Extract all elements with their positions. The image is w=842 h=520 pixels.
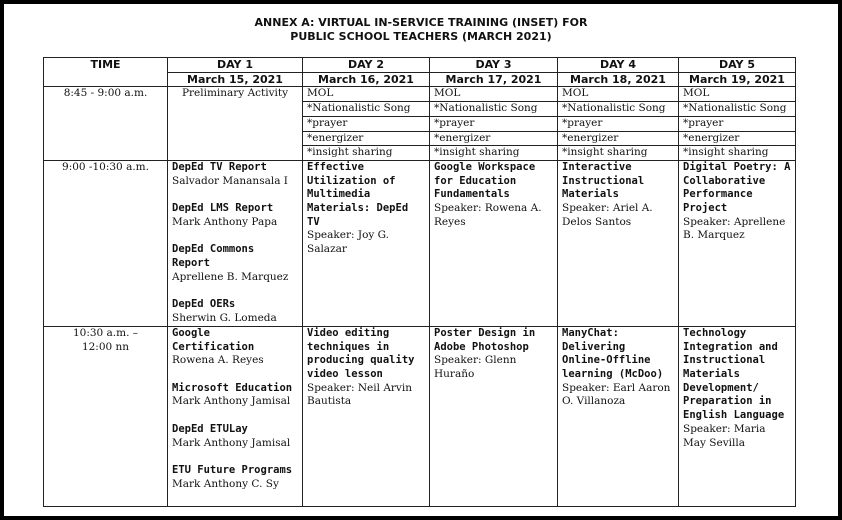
day5-item: *prayer [679,116,796,131]
day2-item: *energizer [303,131,430,146]
time-start: 10:30 a.m. – [72,326,139,339]
day5-item: *Nationalistic Song [679,102,796,117]
day1-date: March 15, 2021 [168,72,303,87]
session-title: Poster Design in Adobe Photoshop [434,326,536,353]
day1-session-cell [168,326,303,506]
day2-item: *insight sharing [303,146,430,161]
session-title: Technology Integration and Instructional Materials Development/ Preparation in English Language [683,326,785,422]
speaker-name: Speaker: Glenn Huraño [434,354,517,381]
day4-item: MOL [558,87,679,102]
session-title: Digital Poetry: A Collaborative Performance Project [683,160,791,215]
speaker-name: Speaker: Rowena A. Reyes [434,202,542,228]
presenter-name: Salvador Manansala I [172,174,288,187]
day2-item: *prayer [303,116,430,131]
day2-item: *Nationalistic Song [303,102,430,117]
session-title: Google Certification [172,326,255,353]
day5-item: *insight sharing [679,146,796,161]
document-title [4,16,838,44]
presenter-name: Aprellene B. Marquez [172,270,289,283]
day2-header: DAY 2 [303,58,430,73]
session-title: Video editing techniques in producing quality video lesson [307,326,415,381]
day3-header: DAY 3 [430,58,558,73]
title-line-2: PUBLIC SCHOOL TEACHERS (MARCH 2021) [290,30,552,43]
title-line-1: ANNEX A: VIRTUAL IN-SERVICE TRAINING (INSET) FOR [254,16,588,29]
session-title: DepEd ETULay [172,422,248,435]
day1-session-cell [168,160,303,326]
day5-item: MOL [679,87,796,102]
session-title: Google Workspace for Education Fundamentals [434,160,536,201]
day4-item: *Nationalistic Song [558,102,679,117]
day4-item: *prayer [558,116,679,131]
day3-item: *energizer [430,131,558,146]
document-page [4,4,838,516]
day4-header: DAY 4 [558,58,679,73]
time-cell-3 [44,326,168,506]
session-title: ManyChat: Delivering Online-Offline learning (McDoo) [562,326,664,381]
presenter-name: Mark Anthony Jamisal [172,436,291,449]
day3-session-cell [430,160,558,326]
day2-session-cell [303,160,430,326]
day4-session-cell [558,160,679,326]
day3-item: *Nationalistic Song [430,102,558,117]
day4-date: March 18, 2021 [558,72,679,87]
presenter-name: Sherwin G. Lomeda [172,311,277,324]
day4-session-cell [558,326,679,506]
speaker-name: Speaker: Neil Arvin Bautista [307,381,412,408]
day5-session-cell [679,326,796,506]
time-header: TIME [44,58,168,87]
day2-date: March 16, 2021 [303,72,430,87]
time-cell-2: 9:00 -10:30 a.m. [44,160,168,326]
session-title: Interactive Instructional Materials [562,160,645,201]
session-title: Microsoft Education [172,381,293,394]
session-title: DepEd LMS Report [172,202,274,215]
day5-session-cell [679,160,796,326]
speaker-name: Speaker: Aprellene B. Marquez [683,215,786,242]
session-title: DepEd TV Report [172,160,267,173]
day3-item: *prayer [430,116,558,131]
day3-date: March 17, 2021 [430,72,558,87]
day3-session-cell [430,326,558,506]
speaker-name: Speaker: Joy G. Salazar [307,229,390,256]
day4-item: *insight sharing [558,146,679,161]
speaker-name: Speaker: Earl Aaron O. Villanoza [562,381,671,408]
day2-session-cell [303,326,430,506]
speaker-name: Speaker: Ariel A. Delos Santos [562,202,653,228]
session-title: Effective Utilization of Multimedia Materials: DepEd TV [307,160,409,228]
day3-item: MOL [430,87,558,102]
speaker-name: Speaker: Maria May Sevilla [683,422,766,449]
day1-header: DAY 1 [168,58,303,73]
day4-item: *energizer [558,131,679,146]
schedule-table [43,57,796,507]
presenter-name: Mark Anthony C. Sy [172,477,279,490]
presenter-name: Rowena A. Reyes [172,354,264,367]
day5-item: *energizer [679,131,796,146]
time-end: 12:00 nn [81,340,130,353]
presenter-name: Mark Anthony Jamisal [172,395,291,408]
time-cell-1: 8:45 - 9:00 a.m. [44,87,168,161]
session-title: ETU Future Programs [172,463,293,476]
day5-header: DAY 5 [679,58,796,73]
day1-preliminary: Preliminary Activity [168,87,303,161]
session-title: DepEd OERs [172,297,236,310]
day2-item: MOL [303,87,430,102]
day3-item: *insight sharing [430,146,558,161]
session-title: DepEd Commons Report [172,243,255,269]
presenter-name: Mark Anthony Papa [172,215,278,228]
day5-date: March 19, 2021 [679,72,796,87]
